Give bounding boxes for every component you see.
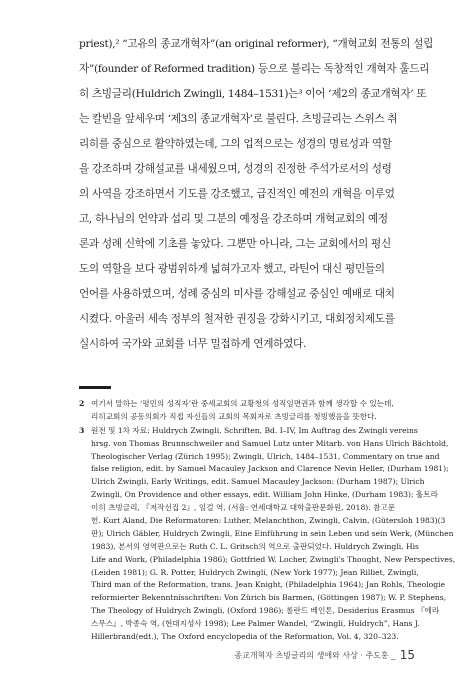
footnote-number: 3 (79, 425, 85, 435)
footnote-separator (79, 386, 111, 389)
footnote-line: false religion, edit. by Samuel Macauley Jackson and Clarence Nevin Heller, (Durham 1981); (91, 464, 449, 474)
footnote-line: 스무스』, 박종숙 역, (현대지성사 1998); Lee Palmer Wandel, “Zwingli, Huldrych”, Hans J. (91, 619, 420, 629)
body-line: 고, 하나님의 언약과 섭리 및 그분의 예정을 강조하며 개혁교회의 예정 (79, 213, 388, 225)
footnote-line: 이히 츠빙글리, 『저작선집 2』, 임걸 역, (서울: 연세대학교 대학출판문화원, 2018). 참고문 (91, 503, 396, 513)
body-line: 실시하여 국가와 교회를 너무 밀접하게 연계하였다. (79, 338, 307, 350)
body-line: 히 츠빙글리(Huldrich Zwingli, 1484–1531)는³ 이어 ‘제2의 종교개혁자’ 또 (79, 88, 427, 100)
footnote-line: 판); Ulrich Gäbler, Huldrych Zwingli, Eine Einführung in sein Leben und sein Werk, (München (91, 528, 454, 538)
body-line: 는 칼빈을 앞세우며 ‘제3의 종교개혁자’로 불린다. 츠빙글리는 스위스 취 (79, 113, 398, 125)
footnote-line: 1983), 본서의 영역판으로는 Ruth C. L. Gritsch의 역으로 출판되었다. Huldrych Zwingli, His (91, 541, 419, 551)
footnote-line: The Theology of Huldrych Zwingli, (Oxford 1986); 롤란드 베인톤, Desiderius Erasmus 『에라 (91, 606, 440, 616)
footnote-line: reformierter Bekenntnisschriften: Von Zürich bis Barmen, (Göttingen 1987); W. P. Stephens, (91, 593, 447, 603)
body-line: 을 강조하며 강해설교를 내세웠으며, 성경의 진정한 주석가로서의 성령 (79, 163, 392, 175)
footnote-line: 원전 및 1차 자료: Huldrych Zwingli, Schriften, Bd. I–IV, Im Auftrag des Zwingli vereins (91, 425, 418, 435)
footnote (79, 398, 415, 424)
footnote-number: 2 (79, 399, 85, 408)
body-text (79, 32, 434, 357)
footnote-line: hrsg. von Thomas Brunnschweiler and Samuel Lutz unter Mitarb. von Hans Ulrich Bächtold, (91, 438, 449, 448)
footnote-line: 리히교회의 공동의회가 직접 자신들의 교회의 목회자로 츠빙글리를 청빙했음을 뜻한다. (91, 411, 377, 421)
body-line: 시켰다. 아울러 세속 정부의 철저한 권징을 강화시키고, 대회정치제도를 (79, 313, 395, 325)
body-line: 언어를 사용하였으며, 성례 중심의 미사를 강해설교 중심인 예배로 대치 (79, 288, 395, 300)
footnote-line: (Leiden 1981); G. R. Potter, Huldrych Zwingli, (New York 1977); Jean Rilliet, Zwingli, (91, 567, 419, 577)
page-number: 15 (399, 648, 415, 662)
body-line: priest),² “고유의 종교개혁자”(an original reformer), “개혁교회 전통의 설립 (79, 38, 434, 50)
running-title: 종교개혁자 츠빙글리의 생애와 사상 · 주도홍 _ (234, 651, 396, 660)
footnote-line: Life and Work, (Philadelphia 1986); Gottfried W. Locher, Zwingli's Thought, New Perspectives, (91, 554, 456, 564)
body-line: 자”(founder of Reformed tradition) 등으로 불리는 독창적인 개혁자 훌드리 (79, 63, 430, 75)
footnote-line: 헌. Kurt Aland, Die Reformatoren: Luther, Melanchthon, Zwingli, Calvin, (Gütersloh 1983)(3 (91, 516, 446, 526)
footnote (79, 425, 456, 644)
body-line: 리히를 중심으로 활약하였는데, 그의 업적으로는 성경의 명료성과 역할 (79, 138, 392, 150)
footnote-line: Third man of the Reformation, trans. Jean Knight, (Philadelphia 1964); Jan Rohls, Theologie (91, 580, 446, 590)
page-footer (234, 648, 415, 662)
footnote-line: 여기서 말하는 ‘평민의 성직자’란 중세교회의 교황청의 성직임면권과 함께 생각할 수 있는데, (91, 399, 394, 408)
body-line: 도의 역할을 보다 광범위하게 넓혀가고자 했고, 라틴어 대신 평민들의 (79, 263, 385, 275)
footnote-line: Ulrich Zwingli, Early Writings, edit. Samuel Macauley Jackson: (Durham 1987); Ulrich (91, 477, 425, 487)
body-line: 론과 성례 신학에 기초를 놓았다. 그뿐만 아니라, 그는 교회에서의 평신 (79, 238, 391, 250)
footnote-line: Zwingli, On Providence and other essays, edit. William John Hinke, (Durham 1983); 훌트라 (91, 490, 438, 500)
body-line: 의 사역을 강조하면서 기도를 강조했고, 급진적인 예전의 개혁을 이루었 (79, 188, 395, 200)
footnote-line: Hillerbrand(edt.), The Oxford encyclopedia of the Reformation, Vol. 4, 320–323. (91, 632, 399, 642)
footnote-line: Theologischer Verlag (Zürich 1995); Zwingli, Ulrich, 1484–1531, Commentary on true and (91, 451, 440, 461)
footnotes (79, 398, 456, 645)
